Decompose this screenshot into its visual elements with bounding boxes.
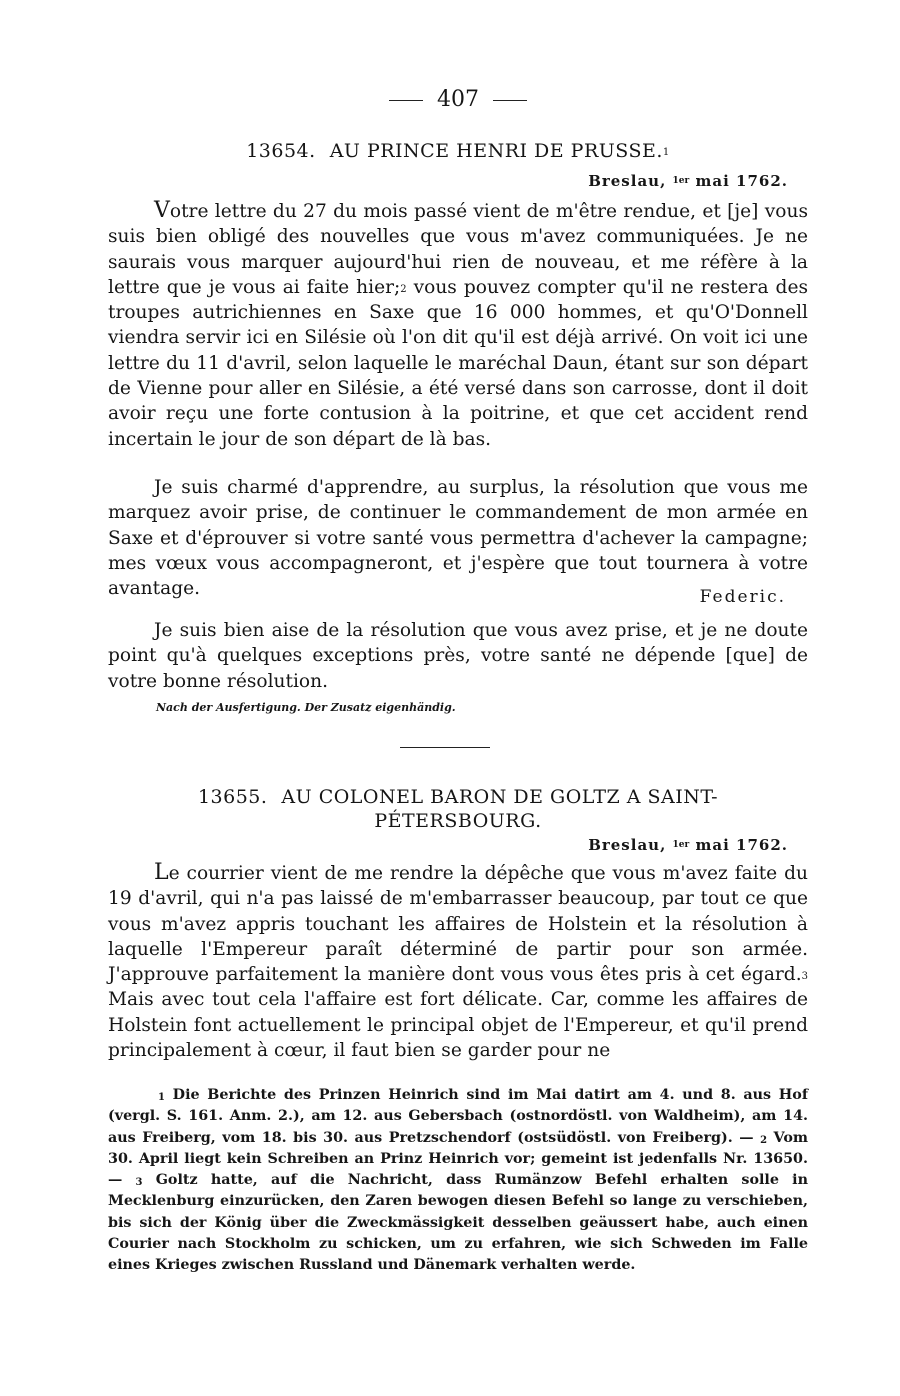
section-divider — [400, 747, 490, 748]
letter1-date-sup: 1er — [672, 176, 690, 186]
letter1-paragraph-1 — [108, 198, 808, 452]
letter1-paragraph-2-text: Je suis charmé d'apprendre, au surplus, la résolution que vous me marquez avoir prise, de continuer le commandement de mon armée en Saxe et d'éprouver si votre santé vous permettra d'achever la campagne; mes vœux vous accompagneront, et j'espère que tout tournera à votre avantage. — [108, 477, 808, 600]
footnotes — [108, 1085, 808, 1277]
letter1-paragraph-1-text: otre lettre du 27 du mois passé vient de m'être rendue, et [je] vous suis bien obligé des nouvelles que vous m'avez communiquées. Je ne saurais vous marquer aujourd'hui rien de nouveau, et me réfère à la lettre que je vous ai faite hier; — [108, 201, 808, 298]
letter1-title: AU PRINCE HENRI DE PRUSSE. — [329, 140, 663, 162]
letter2-date-place: Breslau, — [588, 836, 667, 854]
letter1-date — [588, 170, 788, 192]
letter2-title-line1: AU COLONEL BARON DE GOLTZ A SAINT- — [281, 786, 719, 808]
letter2-number: 13655. — [197, 786, 268, 808]
letter1-initial: V — [154, 198, 170, 223]
letter1-paragraph-1-cont: vous pouvez compter qu'il ne restera des troupes autrichiennes en Saxe que 16 000 hommes, et qu'O'Donnell viendra servir ici en Silésie où l'on dit qu'il est déjà arrivé. On voit ici une lettre du 11 d'avril, selon laquelle le maréchal Daun, étant sur son départ de Vienne pour aller en Silésie, a été versé dans son carrosse, dont il doit avoir reçu une forte contusion à la poitrine, et que cet accident rend incertain le jour de son départ de là bas. — [108, 276, 808, 450]
letter2-paragraph-1-cont: Mais avec tout cela l'affaire est fort délicate. Car, comme les affaires de Holstein font actuellement le principal objet de l'Empereur, et qu'il prend principalement à cœur, il faut bien se garder pour ne — [108, 989, 808, 1062]
letter1-paragraph-footnote-mark: 2 — [400, 283, 407, 295]
letter2-title-line2: PÉTERSBOURG. — [374, 810, 542, 832]
letter1-postscript — [108, 618, 808, 694]
letter2-date-sup: 1er — [672, 840, 690, 850]
letter1-date-place: Breslau, — [588, 172, 667, 190]
letter2-initial: L — [154, 860, 169, 885]
footnote-2-text: Vom 30. April liegt kein Schreiben an Prinz Heinrich vor; gemeint ist jedenfalls Nr. 13650. — — [108, 1129, 808, 1189]
letter1-source-note: Nach der Ausfertigung. Der Zusatz eigenhändig. — [156, 701, 456, 714]
page-number-text: 407 — [437, 87, 479, 112]
letter1-signature: Federic. — [699, 587, 786, 607]
letter1-heading — [108, 138, 808, 164]
footnote-2-mark: 2 — [760, 1134, 768, 1146]
document-page — [108, 0, 808, 1396]
footnote-3-mark: 3 — [135, 1177, 143, 1189]
letter2-paragraph-1-text: e courrier vient de me rendre la dépêche que vous m'avez faite du 19 d'avril, qui n'a pas laissé de m'embarrasser beaucoup, par tout ce que vous m'avez appris touchant les affaires de Holstein et la résolution à laquelle l'Empereur paraît déterminé de partir pour son armée. J'approuve parfaitement la manière dont vous vous êtes pris à cet égard. — [108, 863, 808, 986]
footnote-3-text: Goltz hatte, auf die Nachricht, dass Rumänzow Befehl erhalten solle in Mecklenburg einzurücken, den Zaren bewogen diesen Befehl so lange zu verschieben, bis sich der König über die Zweckmässigkeit desselben geäussert habe, auch einen Courier nach Stockholm zu schicken, um zu erfahren, wie sich Schweden im Falle eines Krieges zwischen Russland und Dänemark verhalten werde. — [108, 1172, 808, 1274]
letter1-paragraph-2 — [108, 475, 808, 601]
letter1-footnote-mark: 1 — [662, 147, 670, 158]
footnote-1-text: Die Berichte des Prinzen Heinrich sind im Mai datirt am 4. und 8. aus Hof (vergl. S. 161. Anm. 2.), am 12. aus Gebersbach (ostnordöstl. von Waldheim), am 14. aus Freiberg, vom 18. bis 30. aus Pretzschendorf (ostsüdöstl. von Freiberg). — — [108, 1087, 808, 1146]
letter2-date — [588, 834, 788, 856]
letter1-postscript-text: Je suis bien aise de la résolution que vous avez prise, et je ne doute point qu'à quelques exceptions près, votre santé ne dépende [que] de votre bonne résolution. — [108, 620, 808, 692]
letter1-number: 13654. — [246, 140, 316, 162]
letter2-paragraph-footnote-mark: 3 — [801, 971, 808, 983]
letter1-date-rest: mai 1762. — [695, 172, 788, 190]
footnote-1-mark: 1 — [158, 1092, 165, 1103]
letter2-heading-line1 — [108, 784, 808, 810]
letter2-date-rest: mai 1762. — [695, 836, 788, 854]
page-number-dash-right — [493, 100, 527, 101]
page-number — [108, 86, 808, 114]
page-number-dash-left — [389, 100, 423, 101]
letter2-paragraph-1 — [108, 860, 808, 1063]
